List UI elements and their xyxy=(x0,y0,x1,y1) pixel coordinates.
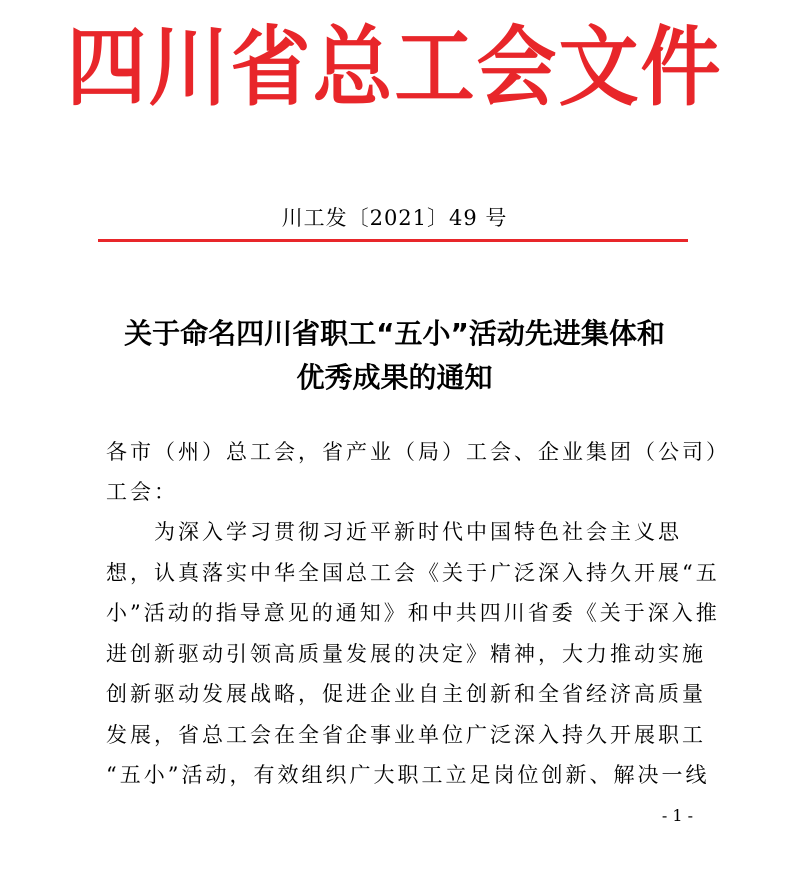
document-number: 川工发〔2021〕49 号 xyxy=(281,206,508,230)
salutation-line-2: 工会： xyxy=(106,480,178,504)
body-paragraph xyxy=(106,512,720,796)
salutation xyxy=(106,432,730,512)
title-line-2: 优秀成果的通知 xyxy=(296,361,493,394)
salutation-line-1: 各市（州）总工会，省产业（局）工会、企业集团（公司） xyxy=(106,440,730,464)
body-line: “五小”活动，有效组织广大职工立足岗位创新、解决一线 xyxy=(106,763,710,787)
body-line: 小”活动的指导意见的通知》和中共四川省委《关于深入推 xyxy=(106,601,720,625)
body-line: 想，认真落实中华全国总工会《关于广泛深入持久开展“五 xyxy=(106,560,720,585)
body-line: 创新驱动发展战略，促进企业自主创新和全省经济高质量 xyxy=(106,682,706,706)
red-divider-line xyxy=(98,239,688,242)
document-masthead: 四川省总工会文件 xyxy=(66,16,723,118)
document-title xyxy=(60,312,729,400)
page-number: - 1 - xyxy=(661,806,693,825)
body-line: 进创新驱动引领高质量发展的决定》精神，大力推动实施 xyxy=(106,641,706,666)
body-line: 为深入学习贯彻习近平新时代中国特色社会主义思 xyxy=(106,520,682,544)
body-line: 发展，省总工会在全省企事业单位广泛深入持久开展职工 xyxy=(106,722,706,747)
title-line-1: 关于命名四川省职工“五小”活动先进集体和 xyxy=(124,317,665,350)
